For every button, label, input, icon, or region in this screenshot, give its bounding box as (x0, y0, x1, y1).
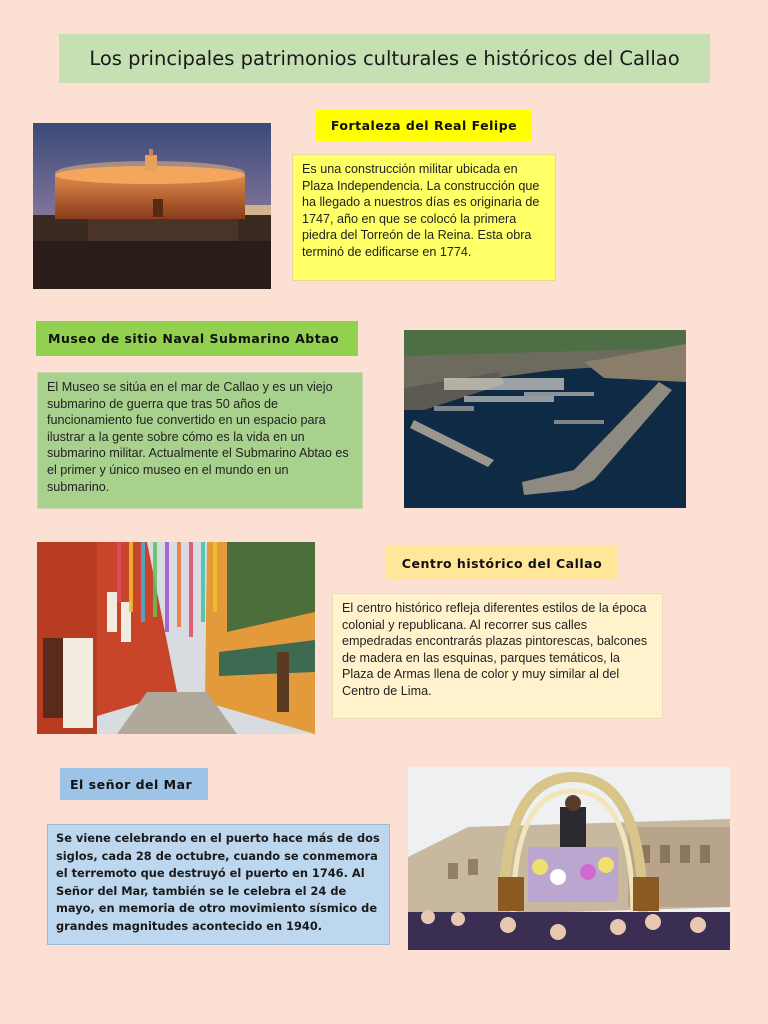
submarine-museum-heading: Museo de sitio Naval Submarino Abtao (36, 321, 358, 356)
historic-street-photo (37, 542, 315, 734)
fortress-heading: Fortaleza del Real Felipe (316, 110, 532, 141)
procession-photo (408, 767, 730, 950)
page-title: Los principales patrimonios culturales e históricos del Callao (59, 34, 710, 83)
senor-del-mar-heading: El señor del Mar (60, 768, 208, 800)
senor-del-mar-description: Se viene celebrando en el puerto hace más de dos siglos, cada 28 de octubre, cuando se conmemora el terremoto que destruyó el puerto en 1746. Al Señor del Mar, también se le celebra el 24 de mayo, en memoria de otro movimiento sísmico de grandes magnitudes acontecido en 1940. (47, 824, 390, 945)
fortress-description: Es una construcción militar ubicada en Plaza Independencia. La construcción que ha llegado a nuestros días es originaria de 1747, año en que se colocó la primera piedra del Torreón de la Reina. Esta obra terminó de edificarse en 1774. (292, 154, 556, 281)
harbor-aerial-photo (404, 330, 686, 508)
submarine-museum-description: El Museo se sitúa en el mar de Callao y es un viejo submarino de guerra que tras 50 años de funcionamiento fue convertido en un espacio para ilustrar a la gente sobre cómo es la vida en un submarino militar. Actualmente el Submarino Abtao es el primer y único museo en el mundo en un submarino. (37, 372, 363, 509)
historic-center-heading: Centro histórico del Callao (386, 546, 618, 580)
historic-center-description: El centro histórico refleja diferentes estilos de la época colonial y republicana. Al recorrer sus calles empedradas encontrarás plazas pintorescas, balcones de madera en las esquinas, parques temáticos, la Plaza de Armas llena de color y muy similar al del Centro de Lima. (332, 593, 663, 719)
fortress-photo (33, 123, 271, 289)
